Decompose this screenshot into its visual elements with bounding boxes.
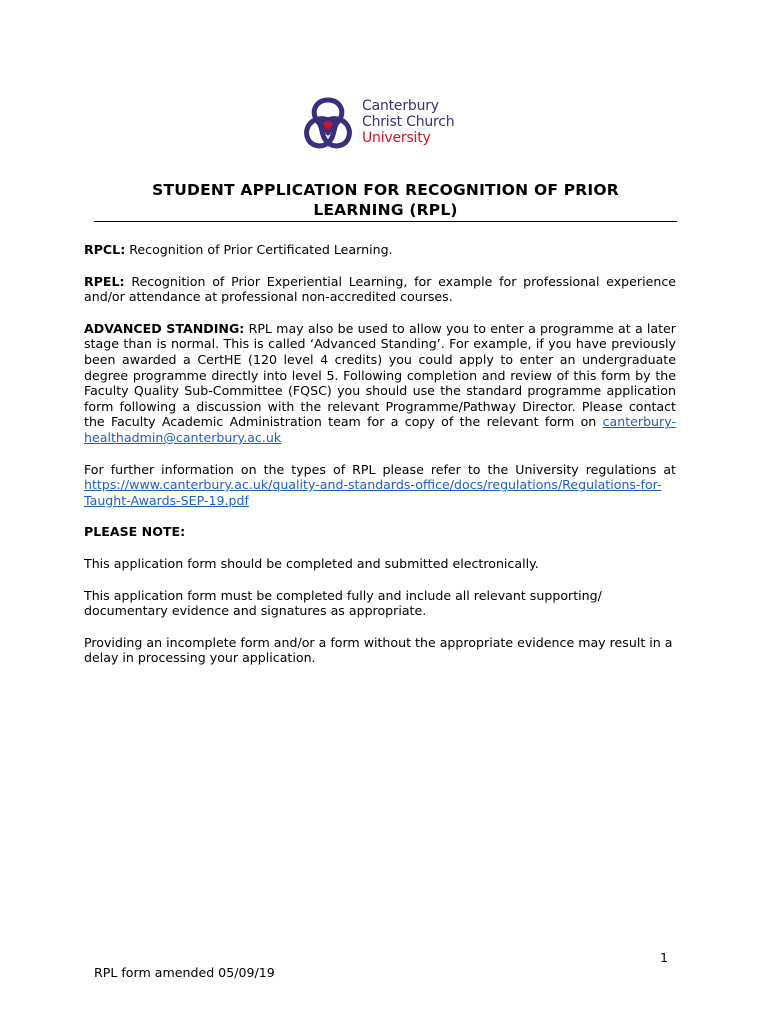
further-info-paragraph <box>84 462 676 509</box>
title-line-2: LEARNING (RPL) <box>313 201 458 219</box>
rpcl-text: Recognition of Prior Certificated Learning. <box>125 242 393 257</box>
admin-email-link[interactable]: canterbury-healthadmin@canterbury.ac.uk <box>84 414 676 445</box>
note-item-2: This application form must be completed fully and include all relevant supporting/ documentary evidence and signatures as appropriate. <box>84 587 602 619</box>
page-title <box>94 180 677 220</box>
title-line-1: STUDENT APPLICATION FOR RECOGNITION OF PRIOR <box>152 181 619 199</box>
rpcl-label: RPCL: <box>84 242 126 257</box>
university-logo <box>300 95 500 153</box>
logo-line-canterbury: Canterbury <box>362 98 439 114</box>
further-info-text: For further information on the types of RPL please refer to the University regulations at <box>84 461 676 477</box>
rpel-label: RPEL: <box>84 273 125 289</box>
note-item-3: Providing an incomplete form and/or a form without the appropriate evidence may result in a delay in processing your application. <box>84 634 673 666</box>
logo-line-christ-church: Christ Church <box>362 114 455 130</box>
page-number: 1 <box>660 950 669 965</box>
rpel-text: Recognition of Prior Experiential Learning, for example for professional experience and/or attendance at professional non-accredited courses. <box>84 273 676 305</box>
document-body <box>84 242 676 682</box>
rpel-paragraph <box>84 274 676 305</box>
advanced-standing-paragraph <box>84 321 676 446</box>
footer-text: RPL form amended 05/09/19 <box>94 965 275 980</box>
regulations-link[interactable]: https://www.canterbury.ac.uk/quality-and-standards-office/docs/regulations/Regulations-for-Taught-Awards-SEP-19.pdf <box>84 477 662 508</box>
rpcl-paragraph <box>84 242 676 258</box>
advanced-standing-label: ADVANCED STANDING: <box>84 320 245 336</box>
logo-line-university: University <box>362 130 431 146</box>
please-note-heading: PLEASE NOTE: <box>84 524 186 540</box>
advanced-standing-text: RPL may also be used to allow you to enter a programme at a later stage than is normal. This is called ‘Advanced Standing’. For example, if you have previously been awarded a CertHE (120 level 4 credits) you could apply to enter an undergraduate degree programme directly into level 5. Following completion and review of this form by the Faculty Quality Sub-Committee (FQSC) you should use the standard programme application form following a discussion with the relevant Programme/Pathway Director. Please contact the Faculty Academic Administration team for a copy of the relevant form on <box>84 320 676 430</box>
university-crest-icon <box>300 95 356 151</box>
note-item-1: This application form should be completed and submitted electronically. <box>84 555 539 571</box>
title-underline <box>94 221 677 222</box>
